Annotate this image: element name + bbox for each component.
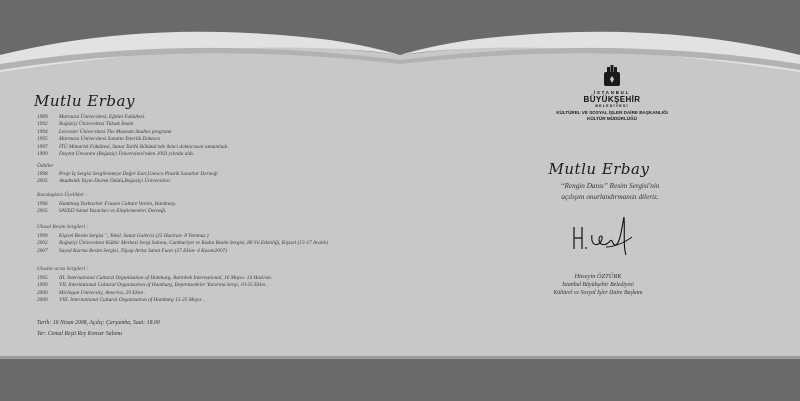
memberships-heading: Kuruluşlara Üyelikler : — [37, 192, 88, 198]
list-item-text: III. International Cultural Organization of Hamburg, Barmbek International, 16 Mayıs- 14 Haziran. — [59, 275, 273, 281]
signature — [566, 213, 636, 259]
signatory-title-2: Kültürel ve Sosyal İşler Daire Başkanı — [553, 290, 643, 296]
list-item-text: VIII. International Cultural Organization of Hamburg 15-25 Mayıs . — [59, 297, 205, 304]
international-exhibitions-heading: Uluslar arası Sergileri : — [37, 266, 89, 272]
list-item-text: VII. International Cultural Organization of Hamburg, Deprenzedeler Yararına Sergi, 10-25 Ekim . — [59, 282, 268, 289]
list-item — [37, 144, 229, 151]
list-item — [37, 248, 328, 255]
list-item-text: Marmara Üniversitesi Sanatta Yeterlik Doktora — [59, 136, 161, 143]
logo-name: BÜYÜKŞEHİR — [583, 95, 641, 104]
list-item-text: Boğaziçi Üniversitesi Tülsak İmam — [59, 121, 134, 128]
list-item — [37, 297, 272, 304]
list-item-year: 1999 — [37, 282, 48, 289]
list-item-year: 1995 — [37, 136, 48, 143]
list-item — [37, 282, 272, 289]
signatory-title-1: İstanbul Büyükşehir Belediyesi — [562, 282, 634, 288]
list-item-text: Akademik Yayın Destek Ödülü,Boğaziçi Üniversitesi — [59, 178, 170, 185]
ibb-emblem-icon — [601, 64, 623, 88]
list-item — [37, 178, 218, 185]
logo-sub: BELEDİYESİ — [595, 104, 629, 108]
date-line: Tarih: 16 Nisan 2008, Açılış: Çarşamba, Saat: 18.00 — [37, 320, 160, 326]
list-item-year: 1999 — [37, 233, 48, 239]
list-item-year: 1999 — [37, 151, 48, 158]
list-item-text: Sayed Karma Resim Sergisi, Tüyap Artist Sanat Fuarı (27 Ekim- 4 Kasım2007) — [59, 247, 228, 254]
venue-line: Yer: Cemal Reşit Rey Konser Salonu — [37, 331, 122, 337]
international-exhibitions-list — [37, 275, 272, 305]
list-item — [37, 121, 229, 128]
list-item-year: 1998 — [37, 171, 48, 177]
list-item-year: 2000 — [37, 289, 48, 296]
list-item-text: Doçent Ünvanını (Boğaziçi Üniversitesi'nden 2003 yılında aldı. — [59, 151, 195, 158]
list-item-year: 2000 — [37, 297, 48, 304]
national-exhibitions-heading: Ulusal Resim Sergileri : — [37, 224, 89, 230]
logo-office: KÜLTÜR MÜDÜRLÜĞÜ — [587, 116, 637, 121]
list-item — [37, 208, 176, 215]
awards-list — [37, 171, 218, 186]
invite-exhibition: “Rengin Dansı” Resim Sergisi'nin — [560, 182, 660, 190]
list-item-text: İTÜ Mimarlık Fakültesi, Sanat Tarihi Bölümü'nde ikinci doktorasını tamamladı. — [59, 143, 229, 150]
list-item-text: Leicester Üniversitesi The Museum Studies programı — [59, 128, 172, 135]
list-item-text: Kişisel Resim Sergisi ", Tekel. Sanat Galerisi (25 Haziran- 8 Temmuz ) — [59, 233, 209, 239]
list-item-year: 2005 — [37, 208, 48, 215]
list-item — [37, 240, 328, 247]
logo-department: KÜLTÜREL VE SOSYAL İŞLER DAİRE BAŞKANLIĞI — [556, 110, 668, 115]
list-item-year: 2002 — [37, 240, 48, 247]
list-item-year: 1995 — [37, 275, 48, 281]
list-item — [37, 136, 229, 143]
awards-heading: Ödüller — [37, 163, 54, 169]
list-item-year: 2005 — [37, 178, 48, 185]
logo-city: İSTANBUL — [593, 90, 631, 95]
artist-name: Mutlu Erbay — [34, 92, 135, 110]
list-item-text: SAYED Sanat Yazarları ve Eleştirmenleri Derneği. — [59, 208, 167, 215]
list-item-text: Boğaziçi Üniversitesi Kültür Merkezi Sergi Salonu, Cumhuriyet ve Kadın Resim Sergisi, 80 Yıl Etkinliği, Kişisel (15-17 Aralık) — [59, 240, 328, 247]
list-item-year: 1997 — [37, 143, 48, 150]
invite-phrase: açılışını onurlandırmanızı dileriz. — [561, 193, 659, 201]
list-item-year: 1989 — [37, 114, 48, 120]
invite-artist-name: Mutlu Erbay — [548, 160, 650, 178]
education-list — [37, 114, 229, 158]
signatory-name: Hüseyin ÖZTÜRK — [574, 273, 622, 280]
list-item-text: Michigan University, America, 29 Ekim . — [59, 289, 146, 296]
list-item-text: Hamburg Turkischer Frauen Culture Verein, Hamburg. — [59, 201, 177, 207]
national-exhibitions-list — [37, 233, 328, 255]
list-item-year: 1996 — [37, 201, 48, 207]
list-item-year: 1994 — [37, 128, 48, 135]
list-item-year: 1992 — [37, 121, 48, 128]
memberships-list — [37, 201, 176, 216]
list-item-text: Proje İş Sergisi Sergilenmeye Değer Eser,Unesco Plastik Sanatlar Derneği — [59, 171, 218, 177]
list-item-text: Marmara Üniversitesi, Eğitim Fakültesi. — [59, 114, 146, 120]
list-item — [37, 151, 229, 158]
list-item-year: 2007 — [37, 247, 48, 254]
